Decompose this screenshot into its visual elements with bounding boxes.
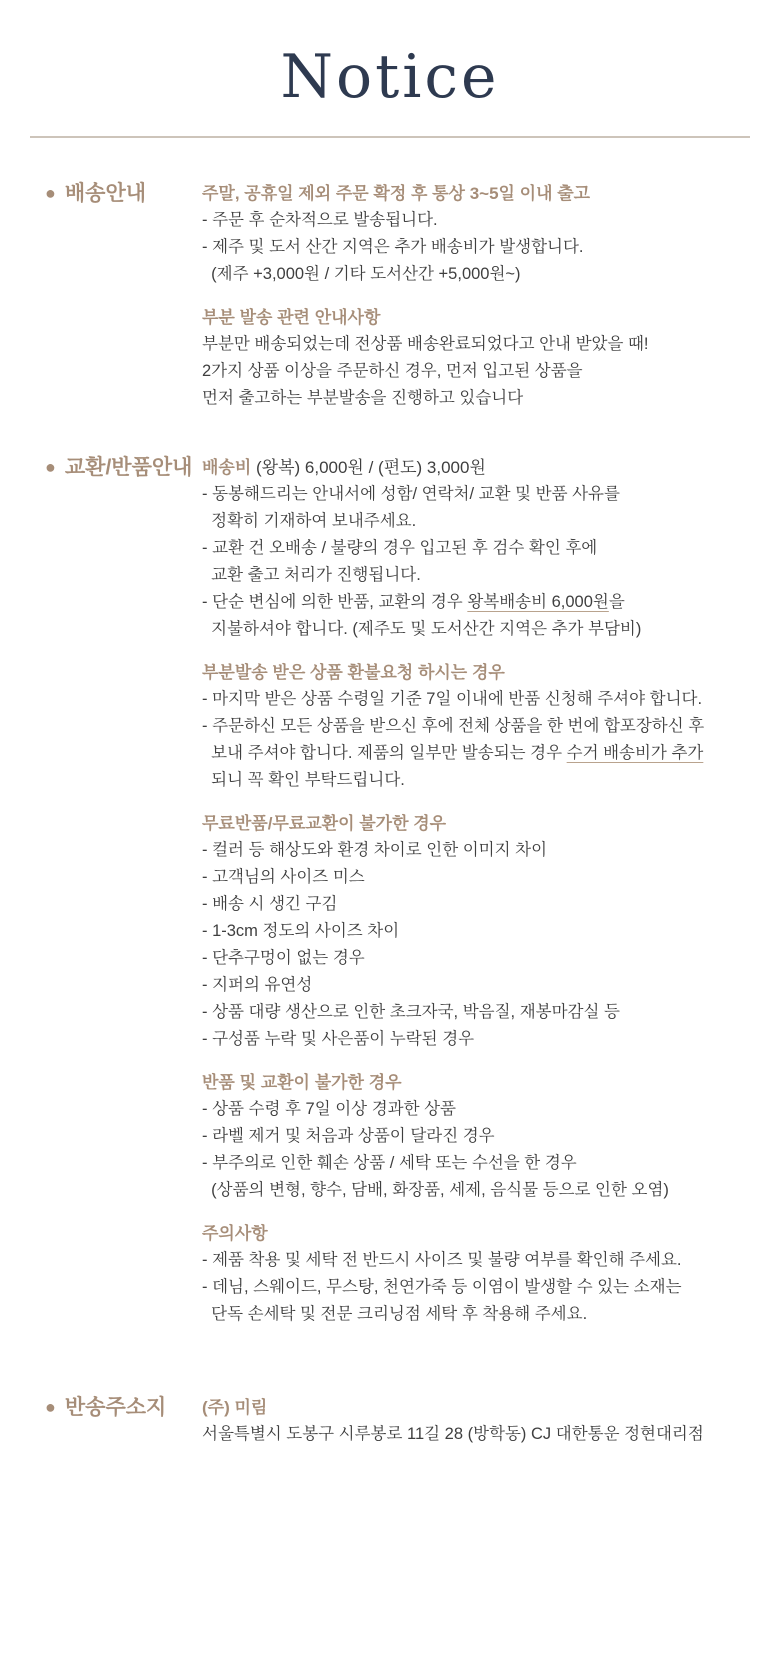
block-heading xyxy=(202,810,752,837)
info-block xyxy=(202,454,752,643)
section-label xyxy=(0,180,202,208)
info-block xyxy=(202,810,752,1053)
text-line: 서울특별시 도봉구 시루봉로 11길 28 (방학동) CJ 대한통운 정현대리점 xyxy=(202,1425,704,1443)
text-line: 2가지 상품 이상을 주문하신 경우, 먼저 입고된 상품을 xyxy=(202,362,583,380)
text-line: - 라벨 제거 및 처음과 상품이 달라진 경우 xyxy=(202,1127,495,1145)
text-line: - 배송 시 생긴 구김 xyxy=(202,895,338,913)
text-line: - 주문 후 순차적으로 발송됩니다. xyxy=(202,211,438,229)
block-heading-text: 주말, 공휴일 제외 주문 확정 후 통상 3~5일 이내 출고 xyxy=(202,184,591,203)
info-block xyxy=(202,1069,752,1204)
text-line: - 동봉해드리는 안내서에 성함/ 연락처/ 교환 및 반품 사유를 xyxy=(202,485,620,503)
section-title: 배송안내 xyxy=(64,182,147,205)
text-line: - 주문하신 모든 상품을 받으신 후에 전체 상품을 한 번에 합포장하신 후 xyxy=(202,717,705,735)
block-heading-text: 주의사항 xyxy=(202,1224,268,1243)
section-label xyxy=(0,1394,202,1422)
text-line: - 컬러 등 해상도와 환경 차이로 인한 이미지 차이 xyxy=(202,841,548,859)
text-line: - 상품 대량 생산으로 인한 초크자국, 박음질, 재봉마감실 등 xyxy=(202,1003,620,1021)
text-line: - 제주 및 도서 산간 지역은 추가 배송비가 발생합니다. xyxy=(202,238,584,256)
info-block xyxy=(202,180,752,288)
text-line: - 단추구멍이 없는 경우 xyxy=(202,949,365,967)
text-line: 교환 출고 처리가 진행됩니다. xyxy=(202,566,421,584)
notice-header xyxy=(0,0,780,110)
text-line: - 단순 변심에 의한 반품, 교환의 경우 왕복배송비 6,000원을 xyxy=(202,593,625,611)
underlined-text: 왕복배송비 6,000원 xyxy=(467,593,609,611)
text-line: 보내 주셔야 합니다. 제품의 일부만 발송되는 경우 수거 배송비가 추가 xyxy=(202,744,704,762)
block-heading xyxy=(202,180,752,207)
text-line: 먼저 출고하는 부분발송을 진행하고 있습니다 xyxy=(202,389,524,407)
text-line: - 마지막 받은 상품 수령일 기준 7일 이내에 반품 신청해 주셔야 합니다. xyxy=(202,690,703,708)
block-heading-text: 배송비 xyxy=(202,458,252,477)
text-line: - 지퍼의 유연성 xyxy=(202,976,313,994)
section-exchange-return-info xyxy=(0,454,780,1328)
text-line: 지불하셔야 합니다. (제주도 및 도서산간 지역은 추가 부담비) xyxy=(202,620,642,638)
text-line: (제주 +3,000원 / 기타 도서산간 +5,000원~) xyxy=(202,265,521,283)
text-line: - 상품 수령 후 7일 이상 경과한 상품 xyxy=(202,1100,456,1118)
block-heading xyxy=(202,659,752,686)
text-line: - 제품 착용 및 세탁 전 반드시 사이즈 및 불량 여부를 확인해 주세요. xyxy=(202,1251,682,1269)
bullet-icon: ● xyxy=(45,457,56,477)
text-line: - 구성품 누락 및 사은품이 누락된 경우 xyxy=(202,1030,475,1048)
text-line: - 1-3cm 정도의 사이즈 차이 xyxy=(202,922,400,940)
block-heading xyxy=(202,304,752,331)
text-line: - 부주의로 인한 훼손 상품 / 세탁 또는 수선을 한 경우 xyxy=(202,1154,577,1172)
block-heading xyxy=(202,1220,752,1247)
page-title: Notice xyxy=(280,42,500,112)
header-divider xyxy=(30,136,750,138)
block-heading-text: 반품 및 교환이 불가한 경우 xyxy=(202,1073,402,1092)
block-heading xyxy=(202,454,752,481)
section-label xyxy=(0,454,202,482)
underlined-text: 수거 배송비가 추가 xyxy=(566,744,704,762)
section-title: 반송주소지 xyxy=(64,1396,167,1419)
block-heading-text: 무료반품/무료교환이 불가한 경우 xyxy=(202,814,447,833)
info-block xyxy=(202,659,752,794)
section-shipping-info xyxy=(0,180,780,412)
section-body xyxy=(202,180,780,412)
section-body xyxy=(202,454,780,1328)
text-line: - 교환 건 오배송 / 불량의 경우 입고된 후 검수 확인 후에 xyxy=(202,539,598,557)
text-line: 단독 손세탁 및 전문 크리닝점 세탁 후 착용해 주세요. xyxy=(202,1305,588,1323)
block-heading xyxy=(202,1069,752,1096)
block-heading-text: 부분 발송 관련 안내사항 xyxy=(202,308,381,327)
block-heading-text: (주) 미림 xyxy=(202,1398,268,1417)
block-heading-text: 부분발송 받은 상품 환불요청 하시는 경우 xyxy=(202,663,505,682)
bullet-icon: ● xyxy=(45,1397,56,1417)
info-block xyxy=(202,1220,752,1328)
info-block xyxy=(202,304,752,412)
text-line: (상품의 변형, 향수, 담배, 화장품, 세제, 음식물 등으로 인한 오염) xyxy=(202,1181,669,1199)
text-line: - 데님, 스웨이드, 무스탕, 천연가죽 등 이염이 발생할 수 있는 소재는 xyxy=(202,1278,682,1296)
section-title: 교환/반품안내 xyxy=(64,456,193,479)
text-line: - 고객님의 사이즈 미스 xyxy=(202,868,365,886)
text-line: 되니 꼭 확인 부탁드립니다. xyxy=(202,771,405,789)
block-heading xyxy=(202,1394,752,1421)
section-body xyxy=(202,1394,780,1448)
block-heading-suffix: (왕복) 6,000원 / (편도) 3,000원 xyxy=(251,458,486,477)
text-line: 정확히 기재하여 보내주세요. xyxy=(202,512,417,530)
info-block xyxy=(202,1394,752,1448)
section-return-address xyxy=(0,1394,780,1448)
bullet-icon: ● xyxy=(45,183,56,203)
notice-sections xyxy=(0,180,780,1508)
text-line: 부분만 배송되었는데 전상품 배송완료되었다고 안내 받았을 때! xyxy=(202,335,649,353)
